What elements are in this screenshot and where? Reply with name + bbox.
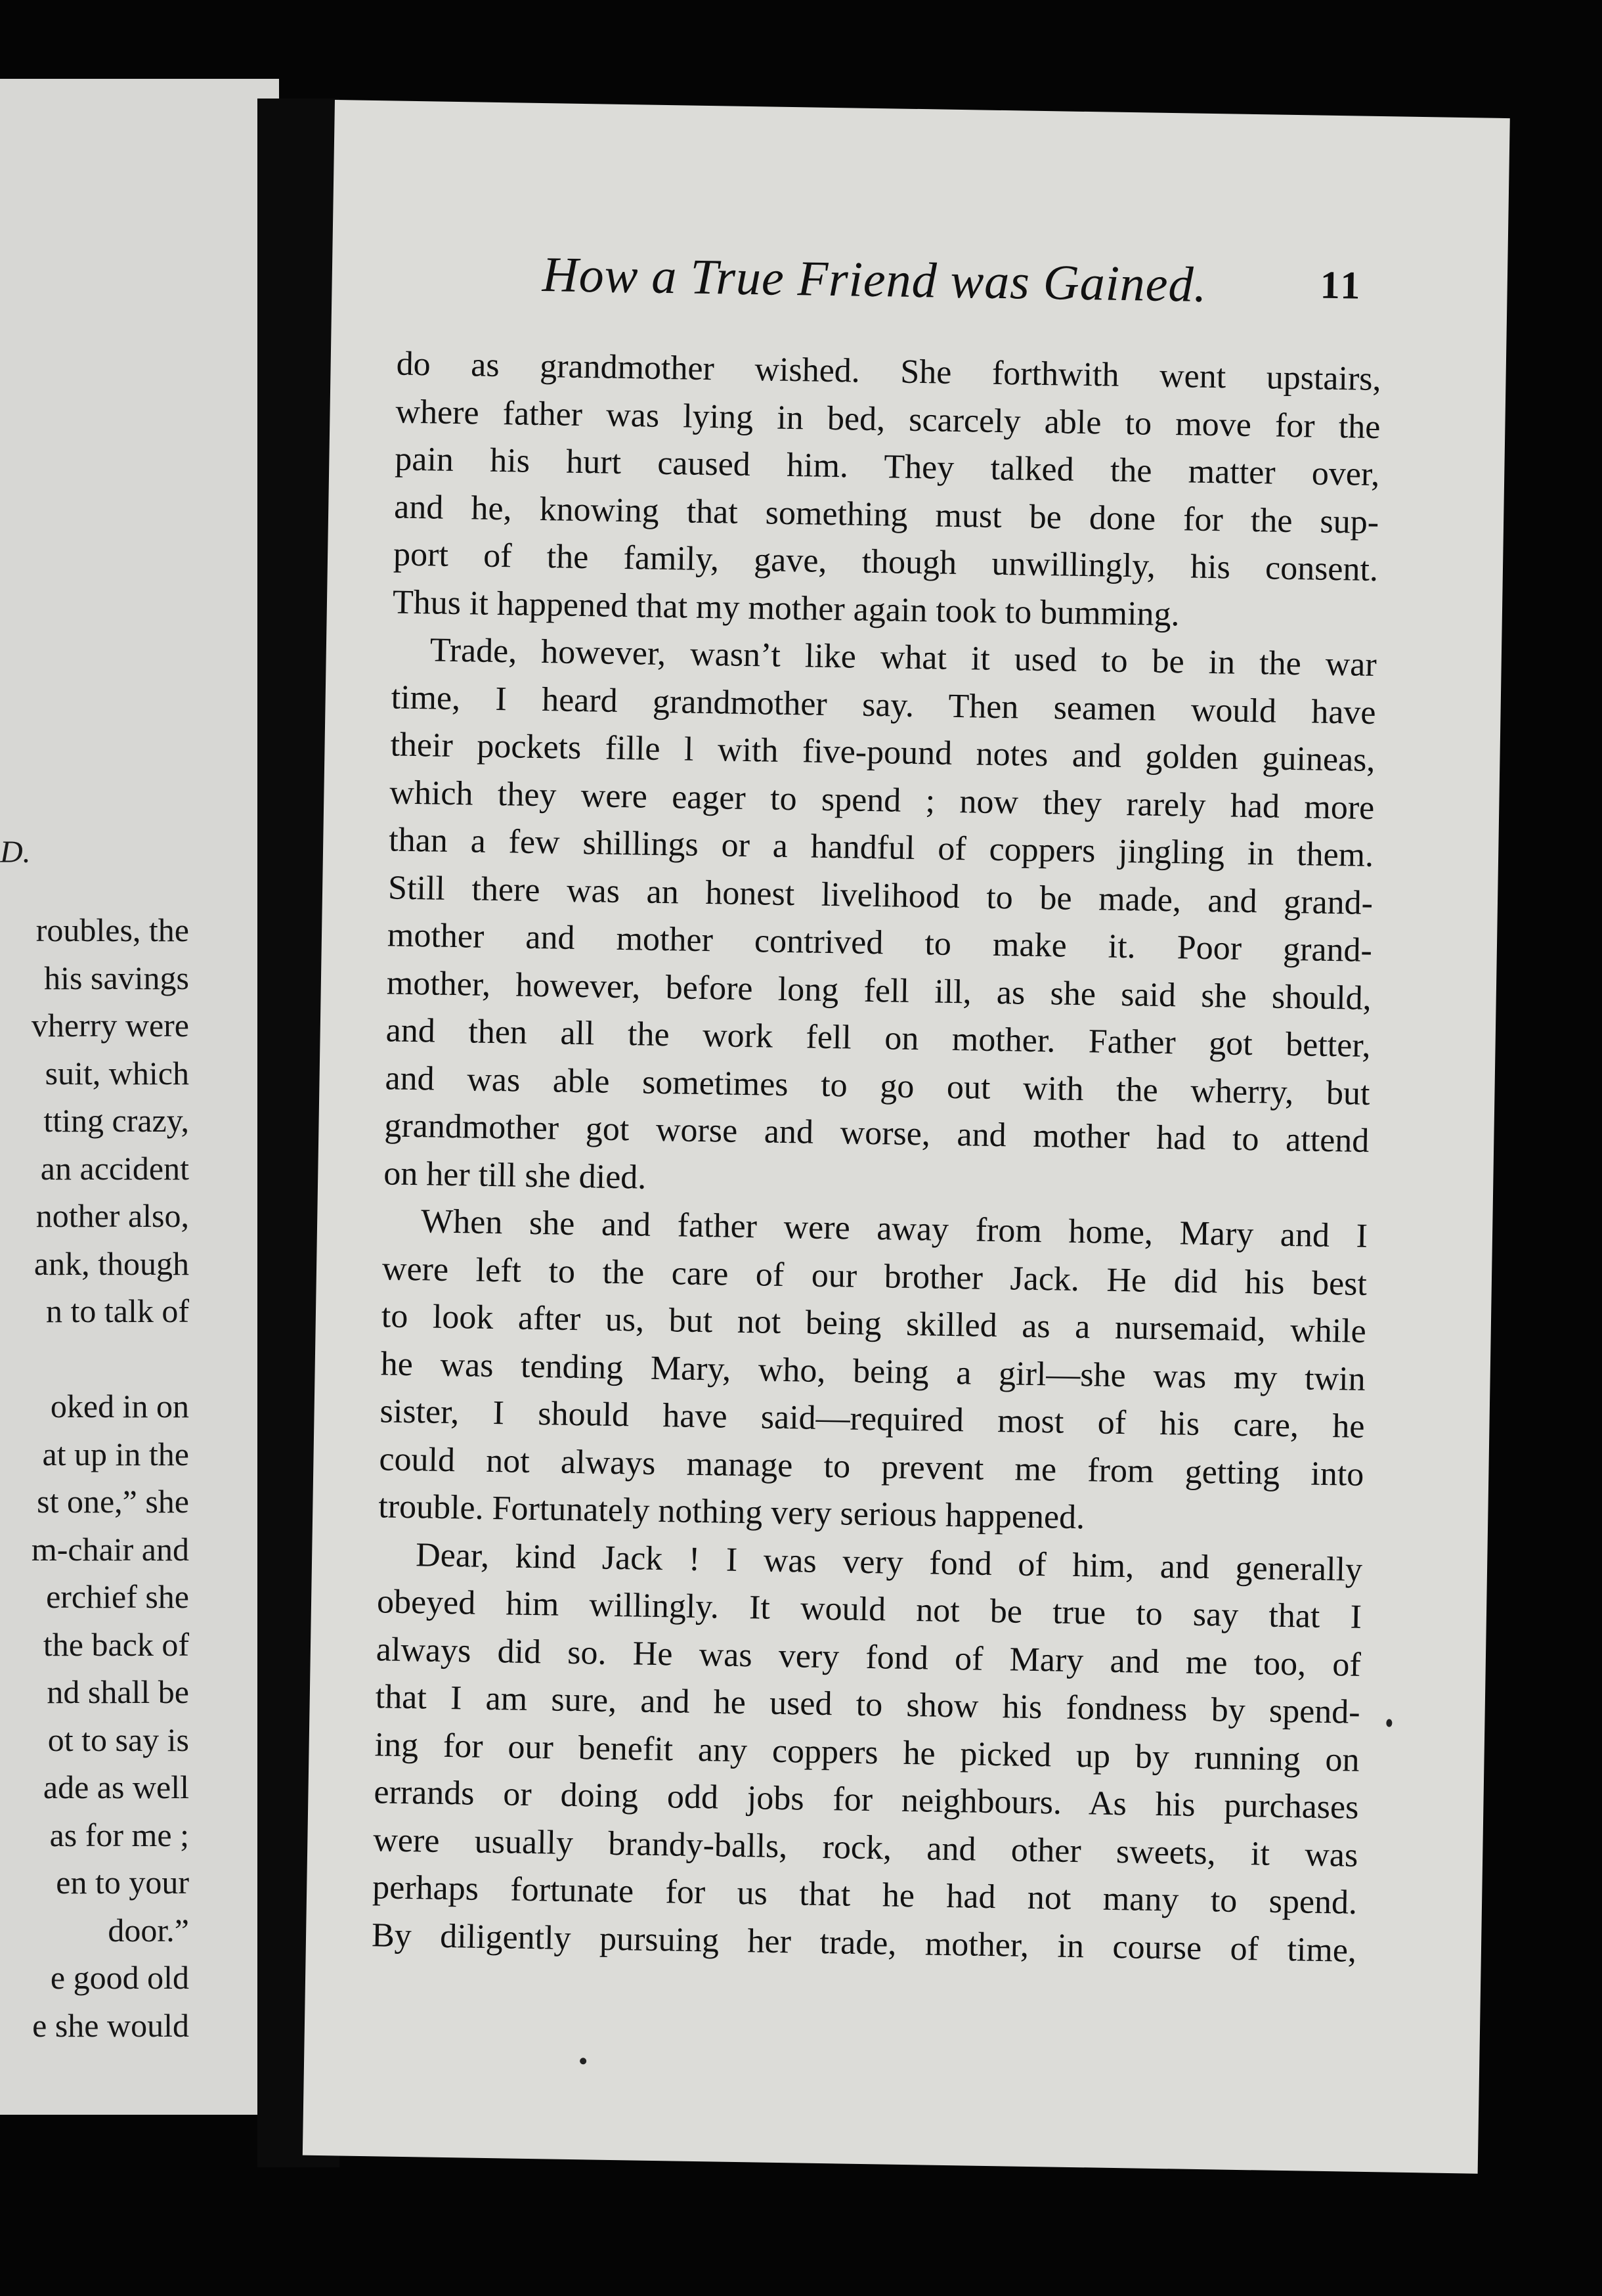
text-line: and then all the work fell on mother. Father got better, — [385, 1011, 1372, 1065]
left-page-heading-fragment: D. — [0, 835, 31, 870]
left-page-line: ot to say is — [47, 1721, 189, 1758]
text-line: pain his hurt caused him. They talked the matter over, — [394, 440, 1380, 494]
left-page-line: door.” — [108, 1911, 189, 1949]
left-page-line: m-chair and — [31, 1530, 189, 1568]
text-line: Thus it happened that my mother again took to bumming. — [392, 583, 1180, 633]
page-number: 11 — [1320, 263, 1363, 307]
left-page-line: en to your — [56, 1864, 189, 1901]
left-page-line: nd shall be — [47, 1673, 189, 1710]
left-page-line: oked in on — [50, 1388, 189, 1424]
left-page-line: e good old — [50, 1959, 189, 1996]
text-line: grandmother got worse and worse, and mother had to attend — [384, 1107, 1370, 1160]
text-line: By diligently pursuing her trade, mother, in course of time, — [371, 1916, 1357, 1970]
text-line: time, I heard grandmother say. Then seamen would have — [391, 678, 1376, 732]
print-speck — [580, 2058, 586, 2064]
left-page-text — [0, 906, 189, 2049]
left-page-line: his savings — [44, 959, 189, 996]
text-line: he was tending Mary, who, being a girl—she was my twin — [380, 1344, 1366, 1398]
left-page-line: tting crazy, — [43, 1102, 189, 1139]
text-line: than a few shillings or a handful of coppers jingling in them. — [388, 821, 1374, 874]
left-page-line — [0, 1335, 189, 1383]
text-line: obeyed him willingly. It would not be true to say that I — [376, 1583, 1362, 1636]
text-line: their pockets fille l with five-pound notes and golden guineas, — [390, 726, 1375, 780]
text-line: could not always manage to prevent me from getting into — [379, 1440, 1364, 1493]
text-line: mother, however, before long fell ill, as she said she should, — [386, 963, 1372, 1017]
print-speck — [1386, 1719, 1392, 1727]
text-line: sister, I should have said—required most of his care, he — [379, 1392, 1365, 1446]
running-head — [542, 246, 1462, 333]
left-page-line: erchief she — [46, 1578, 189, 1615]
left-page-line: roubles, the — [35, 912, 189, 948]
right-page — [303, 100, 1510, 2174]
left-page-line: suit, which — [45, 1054, 189, 1092]
text-line: trouble. Fortunately nothing very serious happened. — [378, 1488, 1085, 1537]
left-page-line: at up in the — [42, 1435, 189, 1472]
left-page-line: st one,” she — [37, 1483, 189, 1520]
text-line: which they were eager to spend ; now they rarely had more — [389, 773, 1375, 827]
left-page-line: n to talk of — [45, 1292, 189, 1329]
text-line: Trade, however, wasn’t like what it used to be in the war — [429, 631, 1377, 684]
left-page-line: vherry were — [31, 1007, 189, 1044]
text-line: on her till she died. — [383, 1154, 647, 1197]
text-line: mother and mother contrived to make it. Poor grand- — [387, 916, 1373, 969]
text-line: were usually brandy-balls, rock, and other sweets, it was — [372, 1821, 1358, 1874]
left-page-line: nother also, — [35, 1197, 189, 1234]
left-page-line: as for me ; — [49, 1816, 189, 1853]
text-line: port of the family, gave, though unwillingly, his consent. — [393, 535, 1379, 589]
text-line: to look after us, but not being skilled as a nursemaid, while — [381, 1297, 1367, 1350]
text-line: that I am sure, and he used to show his fondness by spend- — [375, 1678, 1361, 1731]
text-line: Still there was an honest livelihood to be made, and grand- — [387, 868, 1374, 922]
left-page-line: ade as well — [43, 1769, 189, 1805]
text-line: perhaps fortunate for us that he had not many to spend. — [372, 1868, 1358, 1922]
text-line: errands or doing odd jobs for neighbours. As his purchases — [374, 1773, 1359, 1826]
left-page-line: e she would — [32, 2006, 189, 2044]
left-page-line: ank, though — [33, 1245, 189, 1282]
text-line: do as grandmother wished. She forthwith went upstairs, — [396, 345, 1381, 399]
body-text — [372, 341, 1382, 1975]
text-line: Dear, kind Jack ! I was very fond of him, and generally — [415, 1535, 1363, 1589]
left-facing-page — [0, 79, 279, 2115]
left-page-line: the back of — [43, 1625, 189, 1663]
text-line: When she and father were away from home, Mary and I — [420, 1203, 1368, 1255]
text-line: always did so. He was very fond of Mary and me too, of — [376, 1630, 1362, 1684]
left-page-line: an accident — [40, 1149, 189, 1187]
text-line: were left to the care of our brother Jack. He did his best — [381, 1249, 1368, 1303]
text-line: where father was lying in bed, scarcely able to move for the — [395, 393, 1381, 446]
text-line: ing for our benefit any coppers he picked up by running on — [374, 1725, 1360, 1779]
text-line: and was able sometimes to go out with the wherry, but — [385, 1059, 1370, 1113]
text-line: and he, knowing that something must be done for the sup- — [393, 487, 1379, 541]
running-head-title: How a True Friend was Gained. — [542, 246, 1208, 313]
